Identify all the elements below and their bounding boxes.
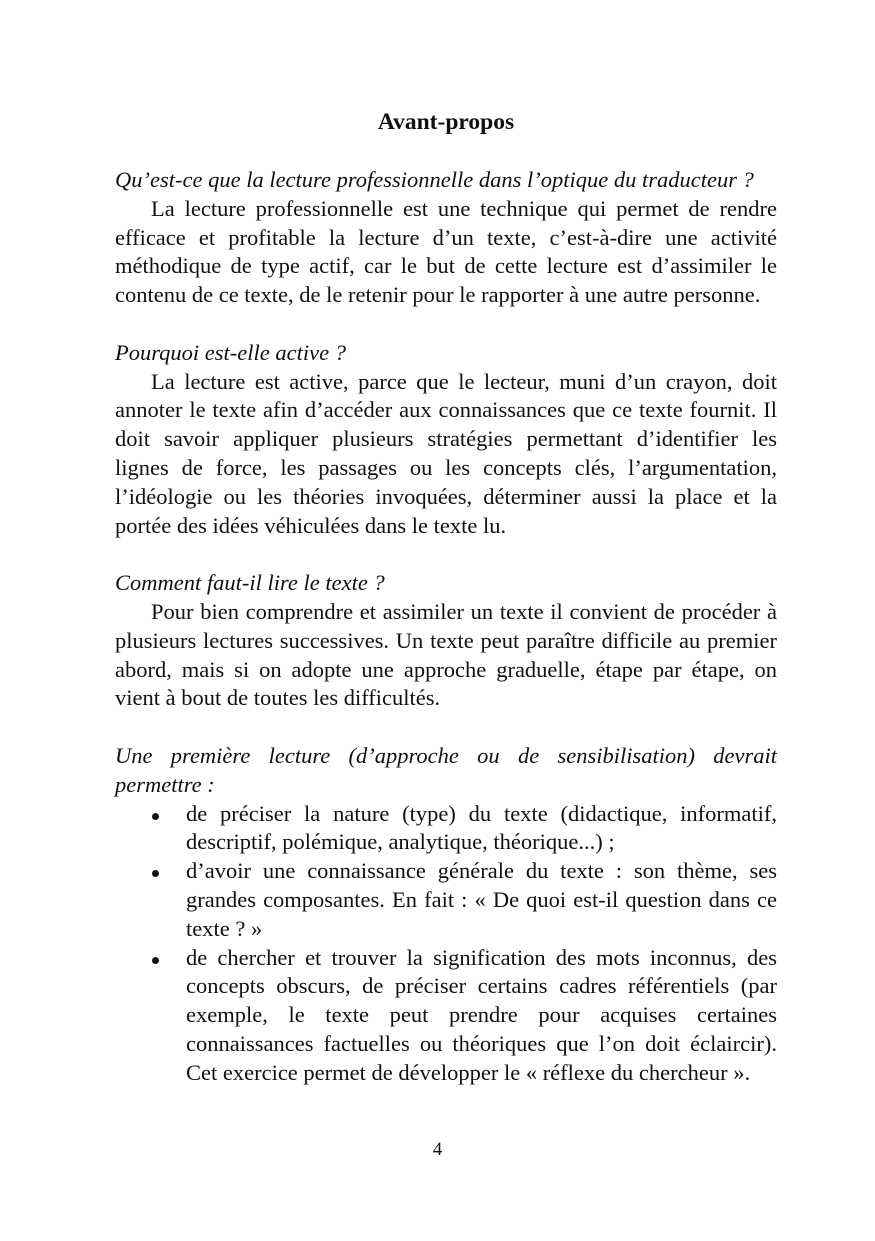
list-item [115,857,777,943]
section-question: Qu’est-ce que la lecture professionnelle dans l’optique du traducteur ? [115,167,754,192]
section-question: Comment faut-il lire le texte ? [115,570,385,596]
section-how-to-read [115,569,777,713]
list-item [115,944,777,1088]
section-paragraph: La lecture professionnelle est une technique qui permet de rendre efficace et profitable la lecture d’un texte, c’est-à-dire une activité méthodique de type actif, car le but de cette lecture est d’assimiler le contenu de ce texte, de le retenir pour le rapporter à une autre personne. [115,195,777,308]
section-professional-reading [115,166,777,310]
list-item-text: de chercher et trouver la signification des mots inconnus, des concepts obscurs, de préciser certains cadres référentiels (par exemple, le texte peut prendre pour acquises certaines connaissances factuelles ou théoriques que l’on doit éclaircir). Cet exercice permet de développer le « réflexe du chercheur ». [186,944,777,1085]
bullet-icon [152,957,159,964]
section-paragraph: Pour bien comprendre et assimiler un texte il convient de procéder à plusieurs lectures successives. Un texte peut paraître difficile au premier abord, mais si on adopte une approche graduelle, étape par étape, on vient à bout de toutes les difficultés. [115,598,777,711]
section-active-reading [115,339,777,541]
first-reading-list [115,800,777,1088]
section-first-reading [115,742,777,1088]
page-title: Avant-propos [377,109,515,135]
list-item-text: de préciser la nature (type) du texte (didactique, informatif, descriptif, polémique, analytique, théorique...) ; [186,800,777,855]
first-reading-intro: Une première lecture (d’approche ou de sensibilisation) devrait permettre : [115,742,777,797]
section-paragraph: La lecture est active, parce que le lecteur, muni d’un crayon, doit annoter le texte afin d’accéder aux connaissances que ce texte fournit. Il doit savoir appliquer plusieurs stratégies permettant d’identifier les lignes de force, les passages ou les concepts clés, l’argumentation, l’idéologie ou les théories invoquées, déterminer aussi la place et la portée des idées véhiculées dans le texte lu. [115,368,777,538]
list-item-text: d’avoir une connaissance générale du texte : son thème, ses grandes composantes. En fait : « De quoi est-il question dans ce texte ? » [186,858,777,941]
section-question: Pourquoi est-elle active ? [115,339,346,365]
page-number: 4 [432,1139,443,1160]
page-content [115,106,777,1088]
list-item [115,800,777,858]
bullet-icon [152,813,159,820]
bullet-icon [152,870,159,877]
